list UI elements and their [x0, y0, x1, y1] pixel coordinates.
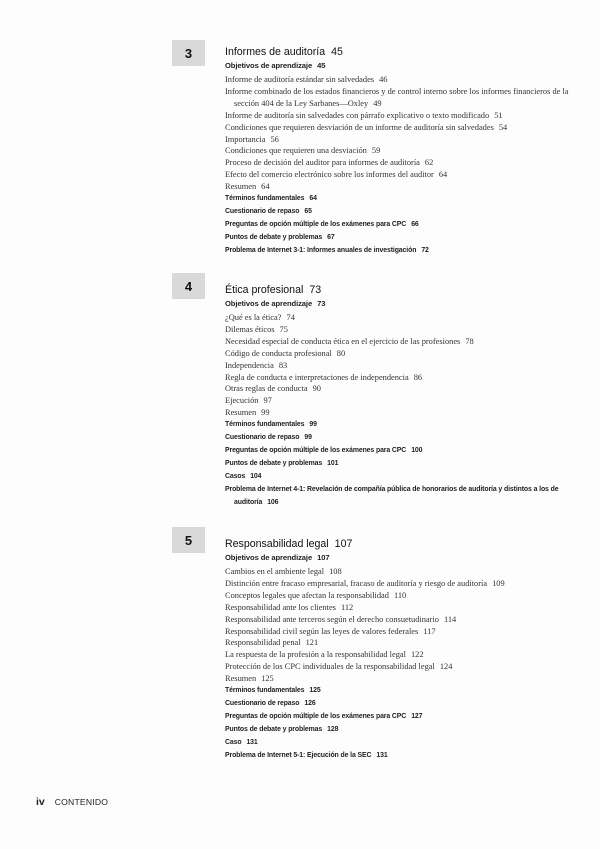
- toc-entry-page: 51: [494, 110, 503, 120]
- toc-entry: [225, 661, 570, 673]
- end-matter-page: 106: [267, 498, 279, 506]
- toc-entry-text: Condiciones que requieren desviación de un informe de auditoría sin salvedades: [225, 122, 494, 132]
- toc-entry-page: 83: [278, 360, 288, 370]
- toc-entry-page: 74: [286, 313, 295, 322]
- chapter-number-box: [172, 527, 205, 553]
- end-matter-page: 125: [309, 687, 321, 695]
- toc-entry: [225, 637, 570, 649]
- end-matter-page: 66: [411, 220, 419, 228]
- chapter-title-text: Ética profesional: [225, 284, 304, 296]
- objetivos-line: [225, 299, 570, 312]
- running-head: CONTENIDO: [54, 797, 109, 807]
- objetivos-label: Objetivos de aprendizaje: [225, 553, 313, 562]
- toc-entry: [225, 134, 570, 146]
- toc-entry-page: 64: [261, 182, 270, 192]
- toc-entry-text: Dilemas éticos: [225, 324, 275, 334]
- toc-entry-text: Ejecución: [225, 396, 259, 406]
- end-matter-page: 72: [421, 246, 429, 254]
- end-matter-page: 104: [250, 472, 262, 480]
- end-matter-page: 65: [304, 207, 312, 215]
- end-matter-text: Cuestionario de repaso: [225, 699, 300, 707]
- toc-entry-text: Código de conducta profesional: [225, 348, 332, 358]
- end-matter-item: [225, 458, 570, 471]
- chapter-body: [225, 538, 570, 763]
- toc-entry-page: 46: [379, 75, 388, 84]
- end-matter-item: [225, 711, 570, 724]
- toc-entry-page: 62: [424, 158, 434, 168]
- toc-entry-text: Resumen: [225, 408, 257, 418]
- chapter-title: [225, 284, 570, 299]
- end-matter-item: [225, 232, 570, 245]
- toc-entry-text: Proceso de decisión del auditor para informes de auditoría: [225, 158, 420, 168]
- page-folio: iv: [36, 796, 45, 808]
- toc-entry: [225, 157, 570, 169]
- toc-entry: [225, 110, 570, 122]
- toc-entry-page: 56: [270, 134, 279, 144]
- toc-entry-page: 97: [263, 396, 272, 406]
- toc-entry-page: 117: [423, 626, 436, 636]
- toc-entry: [225, 590, 570, 602]
- toc-entry-text: Regla de conducta e interpretaciones de independencia: [225, 372, 409, 382]
- toc-entry: [225, 324, 570, 336]
- chapter-title-page: 73: [309, 284, 322, 296]
- objetivos-page: 45: [317, 61, 326, 70]
- chapter-body: [225, 284, 570, 510]
- page-footer: [36, 792, 108, 810]
- toc-entry: [225, 360, 570, 372]
- end-matter-text: Cuestionario de repaso: [225, 207, 300, 215]
- toc-entry-text: Protección de los CPC individuales de la responsabilidad legal: [225, 662, 435, 672]
- toc-entry-page: 112: [340, 602, 354, 612]
- end-matter-item: [225, 193, 570, 206]
- toc-entry-text: Informe de auditoría sin salvedades con párrafo explicativo o texto modificado: [225, 110, 490, 120]
- end-matter-text: Problema de Internet 5-1: Ejecución de la SEC: [225, 751, 372, 759]
- end-matter-page: 99: [309, 421, 317, 429]
- end-matter-page: 126: [304, 699, 316, 707]
- toc-entry-page: 122: [410, 650, 424, 660]
- chapter-title-text: Informes de auditoría: [225, 46, 326, 58]
- entry-list: [225, 566, 570, 685]
- toc-entry: [225, 336, 570, 348]
- toc-entry: [225, 566, 570, 578]
- toc-entry-page: 109: [492, 578, 505, 588]
- toc-entry-text: Responsabilidad ante terceros según el derecho consuetudinario: [225, 614, 439, 624]
- end-matter-item: [225, 471, 570, 484]
- toc-entry: [225, 407, 570, 419]
- toc-entry: [225, 673, 570, 685]
- end-matter-page: 127: [411, 712, 423, 720]
- end-matter-list: [225, 685, 570, 762]
- toc-entry-page: 80: [336, 348, 346, 358]
- toc-entry-page: 108: [329, 567, 342, 576]
- objetivos-line: [225, 61, 570, 74]
- end-matter-text: Términos fundamentales: [225, 195, 305, 203]
- end-matter-item: [225, 737, 570, 750]
- end-matter-page: 99: [304, 434, 312, 442]
- end-matter-item: [225, 245, 570, 258]
- end-matter-item: [225, 685, 570, 698]
- toc-entry: [225, 181, 570, 193]
- toc-entry-page: 121: [305, 638, 319, 648]
- end-matter-item: [225, 724, 570, 737]
- toc-entry-page: 59: [371, 146, 381, 156]
- toc-entry: [225, 312, 570, 324]
- end-matter-text: Términos fundamentales: [225, 421, 305, 429]
- objetivos-page: 107: [317, 553, 330, 562]
- end-matter-item: [225, 432, 570, 445]
- toc-entry-text: Responsabilidad ante los clientes: [225, 602, 336, 612]
- toc-entry: [225, 383, 570, 395]
- toc-entry: [225, 169, 570, 181]
- toc-entry-text: Distinción entre fracaso empresarial, fracaso de auditoría y riesgo de auditoría: [225, 578, 488, 588]
- toc-entry-page: 125: [261, 674, 274, 684]
- end-matter-text: Caso: [225, 738, 242, 746]
- toc-entry-page: 114: [443, 614, 457, 624]
- toc-entry-page: 86: [413, 372, 423, 382]
- end-matter-page: 131: [376, 751, 388, 759]
- end-matter-item: [225, 445, 570, 458]
- end-matter-text: Puntos de debate y problemas: [225, 233, 323, 241]
- toc-entry-text: Conceptos legales que afectan la responsabilidad: [225, 590, 389, 600]
- toc-entry: [225, 86, 570, 110]
- chapter-number-box: [172, 40, 205, 66]
- end-matter-page: 64: [309, 195, 317, 203]
- chapter-title-text: Responsabilidad legal: [225, 538, 329, 550]
- objetivos-page: 73: [317, 299, 326, 308]
- end-matter-item: [225, 750, 570, 763]
- toc-entry-page: 78: [465, 336, 474, 346]
- toc-entry: [225, 348, 570, 360]
- toc-entry-page: 49: [373, 98, 382, 108]
- end-matter-page: 131: [246, 738, 258, 746]
- end-matter-item: [225, 698, 570, 711]
- chapter-number: 4: [184, 278, 193, 294]
- end-matter-page: 100: [411, 446, 423, 454]
- toc-entry-text: La respuesta de la profesión a la responsabilidad legal: [225, 650, 406, 660]
- objetivos-label: Objetivos de aprendizaje: [225, 61, 313, 70]
- end-matter-item: [225, 206, 570, 219]
- end-matter-list: [225, 193, 570, 258]
- toc-entry-text: Informe combinado de los estados financieros y de control interno sobre los informes financieros de la sección 404 de la Ley Sarbanes—Oxley: [225, 86, 569, 108]
- toc-entry: [225, 602, 570, 614]
- toc-entry-page: 54: [498, 122, 508, 132]
- end-matter-text: Términos fundamentales: [225, 687, 305, 695]
- toc-entry-text: Necesidad especial de conducta ética en el ejercicio de las profesiones: [225, 336, 461, 346]
- end-matter-page: 101: [327, 459, 339, 467]
- end-matter-item: [225, 484, 570, 510]
- toc-entry-page: 90: [312, 384, 321, 394]
- toc-entry-text: Responsabilidad penal: [225, 638, 301, 648]
- toc-entry-text: Informe de auditoría estándar sin salvedades: [225, 75, 375, 84]
- toc-entry-text: Otras reglas de conducta: [225, 384, 308, 394]
- end-matter-list: [225, 419, 570, 509]
- toc-entry: [225, 122, 570, 134]
- chapter-number: 3: [184, 45, 193, 61]
- chapter-title-page: 45: [331, 46, 343, 58]
- toc-entry-text: Resumen: [225, 674, 257, 684]
- toc-entry-text: Cambios en el ambiente legal: [225, 567, 325, 576]
- end-matter-text: Cuestionario de repaso: [225, 434, 300, 442]
- end-matter-text: Puntos de debate y problemas: [225, 725, 323, 733]
- objetivos-label: Objetivos de aprendizaje: [225, 299, 313, 308]
- chapter-title: [225, 46, 570, 61]
- toc-entry: [225, 626, 570, 638]
- toc-entry: [225, 578, 570, 590]
- chapter-title-page: 107: [334, 538, 353, 550]
- end-matter-text: Problema de Internet 4-1: Revelación de compañía pública de honorarios de auditoría y distintos a los de auditoría: [225, 485, 559, 506]
- toc-entry-text: Condiciones que requieren una desviación: [225, 146, 367, 156]
- chapter-body: [225, 46, 570, 258]
- toc-entry: [225, 74, 570, 86]
- end-matter-text: Puntos de debate y problemas: [225, 459, 323, 467]
- toc-entry-text: ¿Qué es la ética?: [225, 313, 282, 322]
- toc-entry-text: Importancia: [225, 134, 266, 144]
- end-matter-page: 67: [327, 233, 335, 241]
- end-matter-item: [225, 219, 570, 232]
- end-matter-text: Problema de Internet 3-1: Informes anuales de investigación: [225, 246, 417, 254]
- toc-entry: [225, 614, 570, 626]
- toc-entry: [225, 145, 570, 157]
- toc-entry-page: 110: [393, 590, 407, 600]
- end-matter-text: Preguntas de opción múltiple de los exámenes para CPC: [225, 220, 407, 228]
- chapter-title: [225, 538, 570, 553]
- end-matter-page: 128: [327, 725, 339, 733]
- chapter-number: 5: [184, 532, 193, 548]
- toc-entry-text: Resumen: [225, 182, 257, 192]
- toc-entry-page: 99: [261, 408, 270, 418]
- toc-entry-page: 124: [439, 662, 453, 672]
- toc-entry-text: Responsabilidad civil según las leyes de valores federales: [225, 626, 419, 636]
- toc-entry-page: 64: [438, 170, 448, 180]
- chapter-number-box: [172, 273, 205, 299]
- end-matter-text: Preguntas de opción múltiple de los exámenes para CPC: [225, 712, 407, 720]
- entry-list: [225, 74, 570, 193]
- toc-entry-text: Independencia: [225, 360, 274, 370]
- end-matter-text: Preguntas de opción múltiple de los exámenes para CPC: [225, 446, 407, 454]
- toc-entry: [225, 649, 570, 661]
- end-matter-item: [225, 419, 570, 432]
- entry-list: [225, 312, 570, 419]
- toc-entry: [225, 395, 570, 407]
- toc-entry-page: 75: [279, 324, 288, 334]
- objetivos-line: [225, 553, 570, 566]
- toc-entry: [225, 372, 570, 384]
- toc-entry-text: Efecto del comercio electrónico sobre los informes del auditor: [225, 170, 434, 180]
- end-matter-text: Casos: [225, 472, 246, 480]
